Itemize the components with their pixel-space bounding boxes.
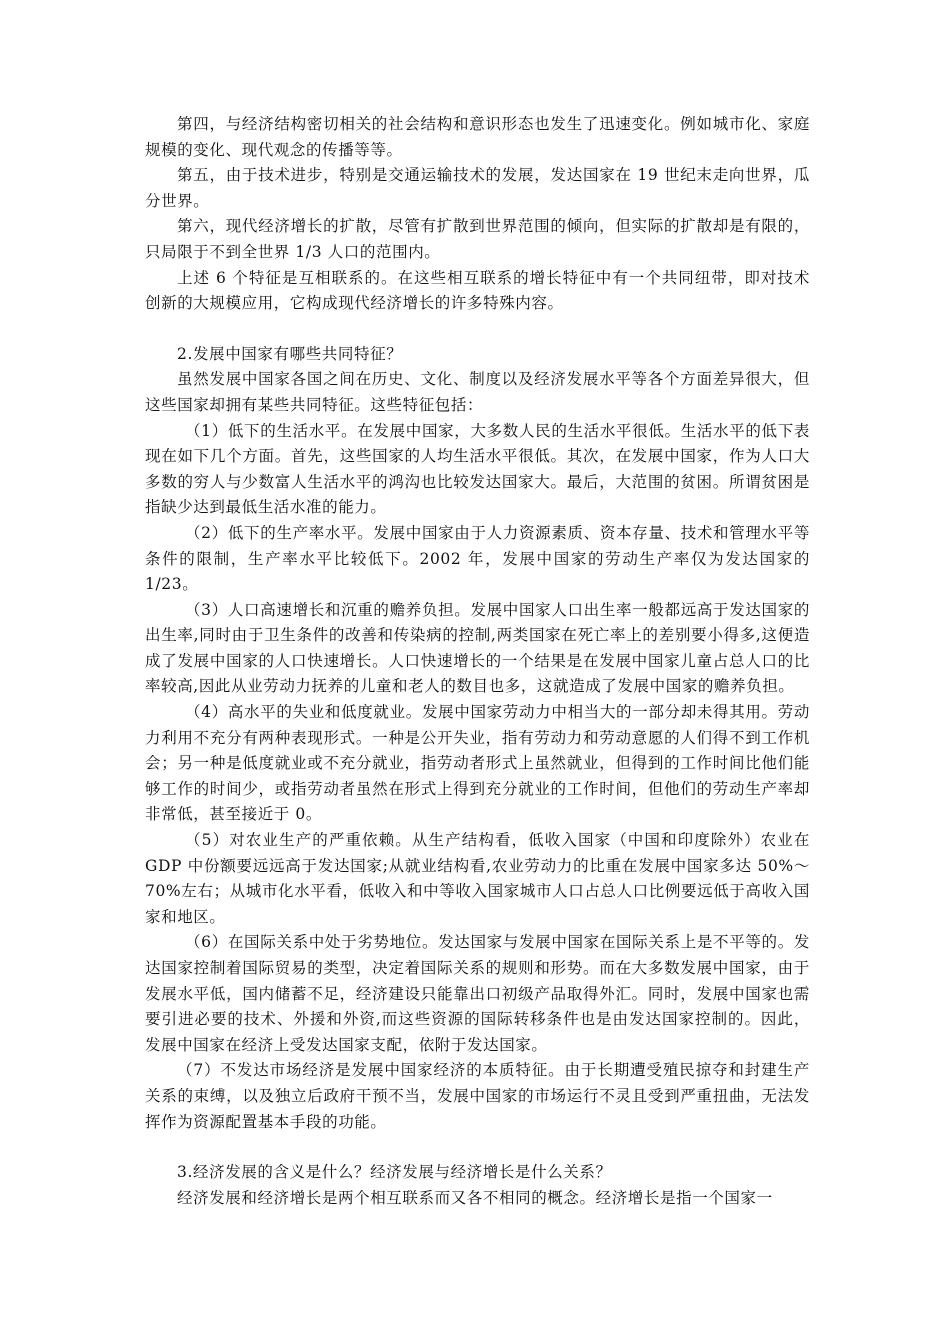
question-2-intro: 虽然发展中国家各国之间在历史、文化、制度以及经济发展水平等各个方面差异很大，但这些国家却拥有某些共同特征。这些特征包括： [145, 370, 810, 414]
feature-item-2: （2）低下的生产率水平。发展中国家由于人力资源素质、资本存量、技术和管理水平等条件的限制，生产率水平比较低下。2002 年，发展中国家的劳动生产率仅为发达国家的 1/23。 [145, 523, 810, 594]
feature-item-7: （7）不发达市场经济是发展中国家经济的本质特征。由于长期遭受殖民掠夺和封建生产关系的束缚，以及独立后政府干预不当，发展中国家的市场运行不灵且受到严重扭曲，无法发挥作为资源配置基本手段的功能。 [145, 1061, 810, 1131]
paragraph-fifth-feature: 第五，由于技术进步，特别是交通运输技术的发展，发达国家在 19 世纪末走向世界，瓜分世界。 [145, 166, 810, 210]
paragraph-fourth-feature: 第四，与经济结构密切相关的社会结构和意识形态也发生了迅速变化。例如城市化、家庭规模的变化、现代观念的传播等等。 [145, 115, 810, 159]
document-page [145, 112, 810, 1211]
paragraph-features-summary: 上述 6 个特征是互相联系的。在这些相互联系的增长特征中有一个共同纽带，即对技术创新的大规模应用，它构成现代经济增长的许多特殊内容。 [145, 268, 810, 313]
feature-item-4: （4）高水平的失业和低度就业。发展中国家劳动力中相当大的一部分却未得其用。劳动力利用不充分有两种表现形式。一种是公开失业，指有劳动力和劳动意愿的人们得不到工作机会；另一种是低度就业或不充分就业，指劳动者形式上虽然就业，但得到的工作时间比他们能够工作的时间少，或指劳动者虽然在形式上得到充分就业的工作时间，但他们的劳动生产率却非常低，甚至接近于 0。 [145, 703, 810, 824]
feature-item-3: （3）人口高速增长和沉重的赡养负担。发展中国家人口出生率一般都远高于发达国家的出生率,同时由于卫生条件的改善和传染病的控制,两类国家在死亡率上的差别要小得多,这便造成了发展中国家的人口快速增长。人口快速增长的一个结果是在发展中国家儿童占总人口的比率较高,因此从业劳动力抚养的儿童和老人的数目也多，这就造成了发展中国家的赡养负担。 [145, 600, 810, 696]
feature-item-6: （6）在国际关系中处于劣势地位。发达国家与发展中国家在国际关系上是不平等的。发达国家控制着国际贸易的类型，决定着国际关系的规则和形势。而在大多数发展中国家，由于发展水平低，国内储蓄不足，经济建设只能靠出口初级产品取得外汇。同时，发展中国家也需要引进必要的技术、外援和外资,而这些资源的国际转移条件也是由发达国家控制的。因此，发展中国家在经济上受发达国家支配，依附于发达国家。 [145, 933, 810, 1054]
question-3-intro: 经济发展和经济增长是两个相互联系而又各不相同的概念。经济增长是指一个国家一 [177, 1188, 773, 1207]
paragraph-sixth-feature: 第六，现代经济增长的扩散，尽管有扩散到世界范围的倾向，但实际的扩散却是有限的，只局限于不到全世界 1/3 人口的范围内。 [145, 217, 810, 261]
feature-item-5: （5）对农业生产的严重依赖。从生产结构看，低收入国家（中国和印度除外）农业在 GDP 中份额要远远高于发达国家;从就业结构看,农业劳动力的比重在发展中国家多达 50%～70%左右；从城市化水平看，低收入和中等收入国家城市人口占总人口比例要远低于高收入国家和地区。 [145, 831, 810, 926]
feature-item-1: （1）低下的生活水平。在发展中国家，大多数人民的生活水平很低。生活水平的低下表现在如下几个方面。首先，这些国家的人均生活水平很低。其次，在发展中国家，作为人口大多数的穷人与少数富人生活水平的鸿沟也比较发达国家大。最后，大范围的贫困。所谓贫困是指缺少达到最低生活水准的能力。 [145, 421, 810, 517]
question-3-heading: 3.经济发展的含义是什么？经济发展与经济增长是什么关系？ [177, 1163, 612, 1182]
question-2-heading: 2.发展中国家有哪些共同特征？ [177, 344, 403, 363]
